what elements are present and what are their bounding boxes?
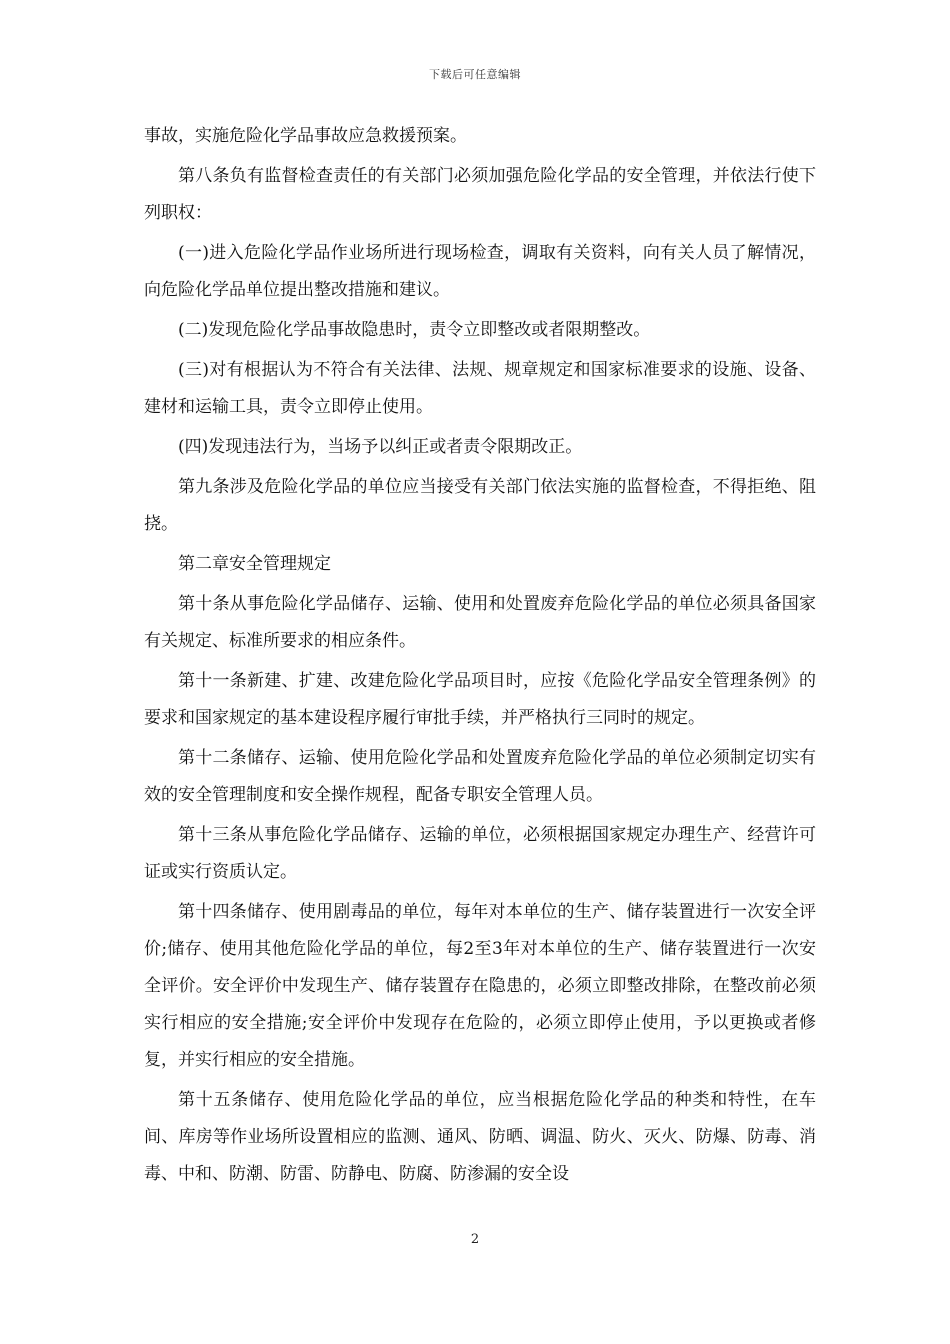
paragraph: 第十五条储存、使用危险化学品的单位，应当根据危险化学品的种类和特性，在车间、库房等作业场所设置相应的监测、通风、防晒、调温、防火、灭火、防爆、防毒、消毒、中和、防潮、防雷、防静电、防腐、防渗漏的安全设 <box>144 1090 816 1184</box>
document-body <box>144 118 816 1196</box>
paragraph: 第十二条储存、运输、使用危险化学品和处置废弃危险化学品的单位必须制定切实有效的安全管理制度和安全操作规程，配备专职安全管理人员。 <box>144 748 816 805</box>
paragraph: 第十四条储存、使用剧毒品的单位，每年对本单位的生产、储存装置进行一次安全评价;储存、使用其他危险化学品的单位，每2至3年对本单位的生产、储存装置进行一次安全评价。安全评价中发现生产、储存装置存在隐患的，必须立即整改排除，在整改前必须实行相应的安全措施;安全评价中发现存在危险的，必须立即停止使用，予以更换或者修复，并实行相应的安全措施。 <box>144 902 816 1070</box>
page-header: 下载后可任意编辑 <box>429 68 521 81</box>
paragraph: (二)发现危险化学品事故隐患时，责令立即整改或者限期整改。 <box>178 320 651 340</box>
paragraph: 第九条涉及危险化学品的单位应当接受有关部门依法实施的监督检查，不得拒绝、阻挠。 <box>144 477 816 534</box>
chapter-heading: 第二章安全管理规定 <box>178 554 331 574</box>
paragraph: 事故，实施危险化学品事故应急救援预案。 <box>144 126 467 146</box>
paragraph: 第十一条新建、扩建、改建危险化学品项目时，应按《危险化学品安全管理条例》的要求和国家规定的基本建设程序履行审批手续，并严格执行三同时的规定。 <box>144 671 816 728</box>
paragraph: (一)进入危险化学品作业场所进行现场检查，调取有关资料，向有关人员了解情况，向危险化学品单位提出整改措施和建议。 <box>144 243 816 300</box>
paragraph: 第八条负有监督检查责任的有关部门必须加强危险化学品的安全管理，并依法行使下列职权： <box>144 166 816 223</box>
page-number: 2 <box>470 1232 480 1247</box>
paragraph: (四)发现违法行为，当场予以纠正或者责令限期改正。 <box>178 437 583 457</box>
paragraph: 第十条从事危险化学品储存、运输、使用和处置废弃危险化学品的单位必须具备国家有关规定、标准所要求的相应条件。 <box>144 594 816 651</box>
paragraph: (三)对有根据认为不符合有关法律、法规、规章规定和国家标准要求的设施、设备、建材和运输工具，责令立即停止使用。 <box>144 360 816 417</box>
paragraph: 第十三条从事危险化学品储存、运输的单位，必须根据国家规定办理生产、经营许可证或实行资质认定。 <box>144 825 816 882</box>
